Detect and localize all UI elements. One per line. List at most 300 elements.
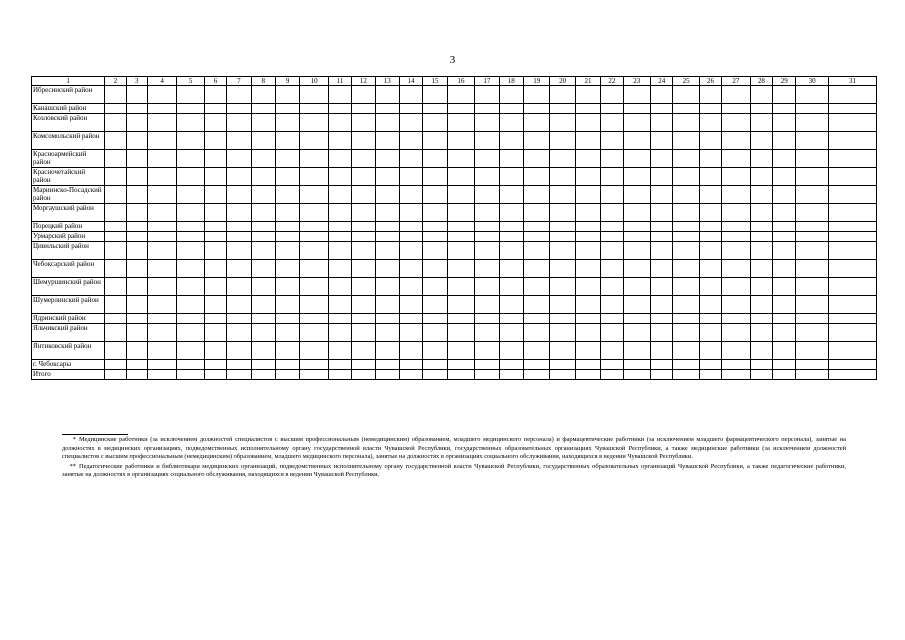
- table-cell: [105, 168, 126, 186]
- table-cell: [722, 104, 750, 114]
- table-cell: [275, 296, 299, 314]
- table-cell: [722, 150, 750, 168]
- column-header: 7: [227, 77, 251, 86]
- table-cell: [651, 370, 673, 380]
- table-cell: [126, 314, 147, 324]
- table-row: [32, 314, 877, 324]
- table-cell: [550, 278, 575, 296]
- table-cell: [447, 232, 474, 242]
- page-number: 3: [449, 54, 456, 66]
- table-cell: [623, 370, 650, 380]
- table-cell: [399, 360, 422, 370]
- table-cell: [375, 324, 399, 342]
- table-cell: [375, 186, 399, 204]
- table-row: [32, 204, 877, 222]
- table-cell: [399, 168, 422, 186]
- table-cell: [523, 132, 549, 150]
- table-cell: [300, 314, 328, 324]
- row-label: Мариинско-Посадский район: [32, 186, 105, 204]
- table-cell: [623, 232, 650, 242]
- table-cell: [328, 260, 351, 278]
- table-cell: [699, 232, 721, 242]
- table-cell: [328, 324, 351, 342]
- table-cell: [352, 204, 375, 222]
- table-cell: [352, 314, 375, 324]
- table-cell: [227, 278, 251, 296]
- table-row: [32, 260, 877, 278]
- table-cell: [550, 204, 575, 222]
- table-cell: [105, 296, 126, 314]
- table-cell: [352, 168, 375, 186]
- table-cell: [352, 114, 375, 132]
- table-cell: [300, 324, 328, 342]
- table-cell: [328, 186, 351, 204]
- table-cell: [699, 186, 721, 204]
- table-cell: [251, 86, 275, 104]
- table-cell: [126, 232, 147, 242]
- table-cell: [126, 260, 147, 278]
- row-label: Итого: [32, 370, 105, 380]
- table-cell: [204, 296, 226, 314]
- table-cell: [550, 296, 575, 314]
- table-cell: [651, 204, 673, 222]
- table-cell: [300, 260, 328, 278]
- table-cell: [750, 186, 772, 204]
- table-cell: [423, 342, 447, 360]
- table-cell: [828, 150, 876, 168]
- header-row: [32, 77, 877, 86]
- table-cell: [399, 314, 422, 324]
- table-cell: [475, 86, 499, 104]
- table-cell: [550, 114, 575, 132]
- table-cell: [623, 260, 650, 278]
- table-cell: [204, 314, 226, 324]
- table-cell: [575, 204, 600, 222]
- table-row: [32, 132, 877, 150]
- table-cell: [399, 342, 422, 360]
- row-label: Янтиковский район: [32, 342, 105, 360]
- column-header: 17: [475, 77, 499, 86]
- table-cell: [550, 324, 575, 342]
- table-cell: [673, 86, 699, 104]
- table-cell: [352, 222, 375, 232]
- table-cell: [651, 114, 673, 132]
- table-cell: [275, 278, 299, 296]
- table-cell: [328, 278, 351, 296]
- table-cell: [673, 204, 699, 222]
- table-cell: [177, 168, 204, 186]
- table-cell: [328, 150, 351, 168]
- table-cell: [447, 260, 474, 278]
- table-cell: [227, 296, 251, 314]
- table-cell: [673, 370, 699, 380]
- table-cell: [227, 204, 251, 222]
- column-header: 9: [275, 77, 299, 86]
- table-cell: [126, 360, 147, 370]
- table-cell: [601, 114, 623, 132]
- table-cell: [328, 132, 351, 150]
- table-cell: [575, 222, 600, 232]
- table-cell: [105, 86, 126, 104]
- table-cell: [447, 150, 474, 168]
- table-cell: [575, 370, 600, 380]
- table-cell: [423, 232, 447, 242]
- table-cell: [105, 314, 126, 324]
- table-cell: [828, 324, 876, 342]
- table-cell: [251, 260, 275, 278]
- table-cell: [699, 114, 721, 132]
- table-cell: [126, 370, 147, 380]
- table-cell: [275, 242, 299, 260]
- table-row: [32, 114, 877, 132]
- table-cell: [575, 186, 600, 204]
- table-cell: [828, 242, 876, 260]
- table-row: [32, 186, 877, 204]
- table-cell: [773, 278, 796, 296]
- table-cell: [328, 370, 351, 380]
- table-cell: [177, 86, 204, 104]
- table-cell: [796, 150, 829, 168]
- table-cell: [147, 296, 176, 314]
- column-header: 27: [722, 77, 750, 86]
- table-cell: [673, 360, 699, 370]
- footnote-text: Медицинские работники (за исключением должностей специалистов с высшим профессиональным (немедицинским) образованием, младшего медицинского персонала) и фармацевтические работники (за исключением младшего фармацевтического персонала), занятые на должностях в медицинских организациях, подведомственных исполнительному органу государственной власти Чувашской Республики, государственных образовательных организациях Чувашской Республики, а также медицинские работники (за исключением должностей специалистов с высшим профессиональным (немедицинским) образованием, младшего медицинского персонала), занятые на должностях в организациях социального обслуживания, находящихся в ведении Чувашской Республики.: [62, 436, 846, 461]
- table-cell: [300, 86, 328, 104]
- table-cell: [251, 278, 275, 296]
- table-cell: [177, 342, 204, 360]
- table-cell: [623, 242, 650, 260]
- table-cell: [722, 132, 750, 150]
- table-cell: [699, 278, 721, 296]
- table-cell: [601, 132, 623, 150]
- column-header: 31: [828, 77, 876, 86]
- table-cell: [773, 296, 796, 314]
- table-cell: [796, 314, 829, 324]
- column-header: 3: [126, 77, 147, 86]
- table-cell: [623, 132, 650, 150]
- table-cell: [447, 370, 474, 380]
- table-cell: [601, 168, 623, 186]
- table-cell: [651, 222, 673, 232]
- column-header: 1: [32, 77, 105, 86]
- table-cell: [105, 114, 126, 132]
- table-cell: [475, 114, 499, 132]
- table-cell: [177, 242, 204, 260]
- table-cell: [275, 370, 299, 380]
- table-cell: [352, 86, 375, 104]
- table-cell: [399, 232, 422, 242]
- row-label: Козловский район: [32, 114, 105, 132]
- table-cell: [796, 104, 829, 114]
- table-cell: [750, 314, 772, 324]
- row-label: Ядринский район: [32, 314, 105, 324]
- table-cell: [177, 204, 204, 222]
- table-cell: [204, 150, 226, 168]
- table-cell: [147, 204, 176, 222]
- row-label: Чебоксарский район: [32, 260, 105, 278]
- column-header: 25: [673, 77, 699, 86]
- table-cell: [147, 324, 176, 342]
- table-cell: [523, 278, 549, 296]
- table-cell: [722, 296, 750, 314]
- table-cell: [575, 260, 600, 278]
- table-cell: [251, 104, 275, 114]
- table-cell: [147, 168, 176, 186]
- table-cell: [251, 360, 275, 370]
- table-cell: [447, 342, 474, 360]
- table-cell: [523, 186, 549, 204]
- table-cell: [673, 114, 699, 132]
- table-cell: [601, 104, 623, 114]
- table-cell: [251, 324, 275, 342]
- table-cell: [275, 204, 299, 222]
- footnote-mark: *: [72, 436, 76, 443]
- table-cell: [177, 104, 204, 114]
- table-cell: [673, 186, 699, 204]
- table-cell: [447, 314, 474, 324]
- footnote-mark: **: [69, 462, 76, 470]
- table-cell: [651, 186, 673, 204]
- table-cell: [699, 296, 721, 314]
- table-cell: [105, 242, 126, 260]
- column-header: 12: [352, 77, 375, 86]
- table-cell: [499, 314, 523, 324]
- table-cell: [300, 278, 328, 296]
- table-cell: [523, 168, 549, 186]
- table-cell: [523, 342, 549, 360]
- table-cell: [828, 168, 876, 186]
- table-cell: [126, 296, 147, 314]
- table-cell: [227, 132, 251, 150]
- table-cell: [699, 168, 721, 186]
- table-cell: [105, 132, 126, 150]
- table-cell: [423, 86, 447, 104]
- table-cell: [375, 204, 399, 222]
- table-cell: [773, 314, 796, 324]
- table-cell: [828, 86, 876, 104]
- table-cell: [722, 232, 750, 242]
- table-cell: [105, 342, 126, 360]
- table-cell: [105, 324, 126, 342]
- table-cell: [699, 324, 721, 342]
- table-cell: [523, 360, 549, 370]
- table-cell: [773, 232, 796, 242]
- table-cell: [399, 260, 422, 278]
- table-cell: [147, 186, 176, 204]
- table-cell: [601, 242, 623, 260]
- table-cell: [328, 296, 351, 314]
- table-cell: [328, 242, 351, 260]
- table-cell: [796, 186, 829, 204]
- row-label: Красноармейский район: [32, 150, 105, 168]
- table-cell: [177, 132, 204, 150]
- table-cell: [550, 186, 575, 204]
- table-cell: [773, 242, 796, 260]
- table-cell: [575, 150, 600, 168]
- table-cell: [722, 314, 750, 324]
- table-cell: [773, 114, 796, 132]
- table-cell: [328, 232, 351, 242]
- table-cell: [828, 186, 876, 204]
- table-cell: [796, 260, 829, 278]
- table-cell: [300, 150, 328, 168]
- table-cell: [796, 168, 829, 186]
- table-cell: [722, 222, 750, 232]
- column-header: 22: [601, 77, 623, 86]
- footnote-1: [62, 436, 846, 462]
- table-cell: [750, 370, 772, 380]
- table-cell: [177, 222, 204, 232]
- table-cell: [699, 222, 721, 232]
- table-cell: [699, 132, 721, 150]
- table-cell: [796, 296, 829, 314]
- table-cell: [623, 204, 650, 222]
- table-cell: [275, 342, 299, 360]
- table-cell: [575, 278, 600, 296]
- table-cell: [352, 104, 375, 114]
- table-cell: [475, 278, 499, 296]
- table-cell: [623, 150, 650, 168]
- table-cell: [227, 222, 251, 232]
- table-cell: [575, 86, 600, 104]
- table-cell: [722, 242, 750, 260]
- table-cell: [601, 296, 623, 314]
- table-cell: [673, 324, 699, 342]
- table-cell: [375, 132, 399, 150]
- table-cell: [177, 186, 204, 204]
- table-cell: [447, 278, 474, 296]
- table-cell: [423, 104, 447, 114]
- table-cell: [423, 132, 447, 150]
- table-cell: [722, 260, 750, 278]
- table-cell: [475, 168, 499, 186]
- table-cell: [177, 360, 204, 370]
- column-header: 16: [447, 77, 474, 86]
- table-cell: [423, 324, 447, 342]
- table-cell: [828, 260, 876, 278]
- table-cell: [147, 114, 176, 132]
- table-cell: [796, 222, 829, 232]
- table-cell: [550, 104, 575, 114]
- table-cell: [828, 132, 876, 150]
- table-cell: [126, 168, 147, 186]
- table-cell: [251, 150, 275, 168]
- table-cell: [475, 150, 499, 168]
- table-cell: [773, 150, 796, 168]
- table-cell: [399, 114, 422, 132]
- table-cell: [750, 296, 772, 314]
- table-cell: [423, 222, 447, 232]
- table-cell: [105, 360, 126, 370]
- table-cell: [623, 114, 650, 132]
- table-cell: [523, 232, 549, 242]
- table-cell: [550, 132, 575, 150]
- table-cell: [550, 314, 575, 324]
- row-label: Ибресинский район: [32, 86, 105, 104]
- table-cell: [275, 324, 299, 342]
- row-label: Яльчикский район: [32, 324, 105, 342]
- table-cell: [227, 114, 251, 132]
- column-header: 18: [499, 77, 523, 86]
- table-cell: [601, 314, 623, 324]
- table-cell: [177, 324, 204, 342]
- table-cell: [750, 204, 772, 222]
- table-cell: [375, 260, 399, 278]
- table-cell: [227, 242, 251, 260]
- table-cell: [601, 324, 623, 342]
- table-cell: [177, 114, 204, 132]
- table-cell: [204, 324, 226, 342]
- row-label: Шемуршинский район: [32, 278, 105, 296]
- table-cell: [300, 370, 328, 380]
- table-cell: [423, 242, 447, 260]
- column-header: 10: [300, 77, 328, 86]
- table-cell: [105, 232, 126, 242]
- table-cell: [699, 360, 721, 370]
- table-cell: [251, 342, 275, 360]
- table-cell: [750, 150, 772, 168]
- table-cell: [699, 314, 721, 324]
- table-cell: [499, 86, 523, 104]
- row-label: Канашский район: [32, 104, 105, 114]
- table-cell: [204, 104, 226, 114]
- row-label: Цивильский район: [32, 242, 105, 260]
- table-cell: [550, 168, 575, 186]
- column-header: 4: [147, 77, 176, 86]
- table-cell: [275, 104, 299, 114]
- table-cell: [828, 360, 876, 370]
- table-cell: [773, 186, 796, 204]
- column-header: 19: [523, 77, 549, 86]
- table-cell: [475, 260, 499, 278]
- table-cell: [623, 314, 650, 324]
- table-cell: [750, 104, 772, 114]
- table-cell: [275, 168, 299, 186]
- table-cell: [673, 222, 699, 232]
- table-cell: [375, 278, 399, 296]
- table-cell: [227, 150, 251, 168]
- row-label: Шумерлинский район: [32, 296, 105, 314]
- table-cell: [651, 232, 673, 242]
- table-cell: [575, 242, 600, 260]
- table-cell: [796, 204, 829, 222]
- table-cell: [550, 360, 575, 370]
- table-cell: [601, 222, 623, 232]
- table-cell: [147, 342, 176, 360]
- table-cell: [352, 150, 375, 168]
- table-cell: [575, 342, 600, 360]
- table-cell: [126, 222, 147, 232]
- table-cell: [275, 232, 299, 242]
- row-label: Комсомольский район: [32, 132, 105, 150]
- table-cell: [773, 360, 796, 370]
- table-cell: [204, 186, 226, 204]
- table-cell: [227, 314, 251, 324]
- table-cell: [673, 342, 699, 360]
- table-cell: [399, 324, 422, 342]
- table-cell: [828, 314, 876, 324]
- table-cell: [423, 114, 447, 132]
- table-cell: [475, 204, 499, 222]
- table-row: [32, 370, 877, 380]
- table-cell: [828, 114, 876, 132]
- table-cell: [623, 296, 650, 314]
- table-cell: [651, 278, 673, 296]
- table-cell: [204, 204, 226, 222]
- table-cell: [475, 222, 499, 232]
- table-cell: [399, 186, 422, 204]
- table-cell: [673, 132, 699, 150]
